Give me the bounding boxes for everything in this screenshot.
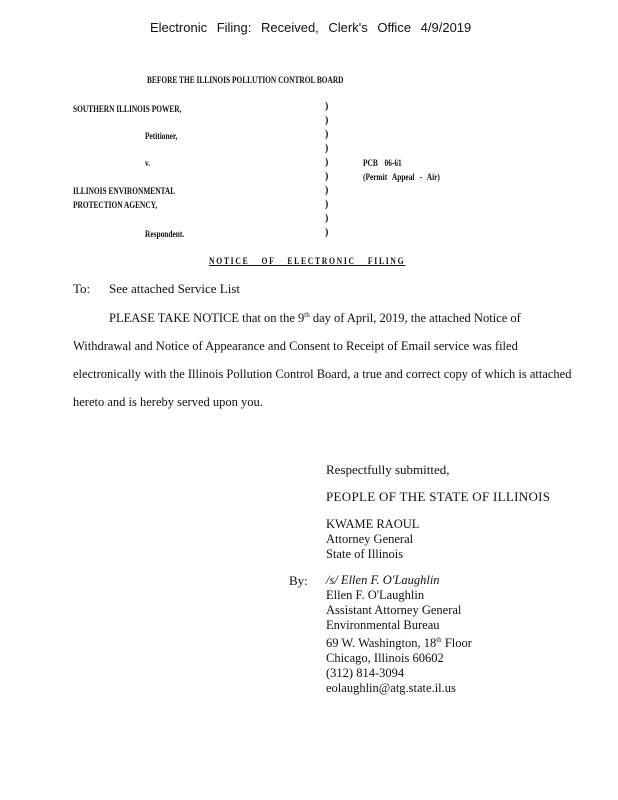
by-label: By:: [289, 573, 308, 588]
notice-title: NOTICE OF ELECTRONIC FILING: [209, 256, 406, 266]
petitioner-name: SOUTHERN ILLINOIS POWER,: [73, 104, 182, 114]
caption-paren: ): [325, 129, 329, 140]
ag-title: Attorney General: [326, 532, 414, 546]
signer-name: Ellen F. O'Laughlin: [326, 588, 425, 602]
caption-paren: ): [325, 157, 329, 168]
notice-body-rest: day of April, 2019, the attached Notice of Withdrawal and Notice of Appearance and Consent to Receipt of Email service was filed electronically with the Illinois Pollution Control Board, a true and correct copy of which is attached hereto and is hereby served upon you.: [73, 311, 572, 410]
ag-name: KWAME RAOUL: [326, 517, 420, 531]
petitioner-role: Petitioner,: [145, 131, 178, 141]
signer-bureau: Environmental Bureau: [326, 618, 440, 632]
notice-body-lead: PLEASE TAKE NOTICE that on the 9: [109, 311, 305, 326]
signer-email: eolaughlin@atg.state.il.us: [326, 681, 456, 696]
board-title: BEFORE THE ILLINOIS POLLUTION CONTROL BOARD: [147, 75, 344, 85]
notice-body-sup: th: [304, 311, 310, 319]
versus-label: v.: [145, 158, 151, 168]
caption-paren: ): [325, 227, 329, 238]
caption-paren: ): [325, 199, 329, 210]
respondent-name-line1: ILLINOIS ENVIRONMENTAL: [73, 186, 176, 196]
case-number: PCB 06-61: [363, 158, 402, 168]
respondent-name-line2: PROTECTION AGENCY,: [73, 200, 158, 210]
party-name: PEOPLE OF THE STATE OF ILLINOIS: [326, 489, 551, 504]
to-label: To:: [73, 281, 91, 296]
signer-title: Assistant Attorney General: [326, 603, 462, 617]
caption-paren: ): [325, 101, 329, 112]
caption-paren: ): [325, 115, 329, 126]
caption-paren: ): [325, 143, 329, 154]
closing: Respectfully submitted,: [326, 462, 450, 477]
signer-phone: (312) 814-3094: [326, 666, 405, 681]
respondent-role: Respondent.: [145, 229, 185, 239]
ag-state: State of Illinois: [326, 547, 404, 561]
signer-city: Chicago, Illinois 60602: [326, 651, 444, 666]
address-sup: th: [436, 636, 442, 644]
caption-paren: ): [325, 185, 329, 196]
filing-stamp: Electronic Filing: Received, Clerk's Office 4/9/2019: [150, 20, 472, 35]
caption-paren: ): [325, 213, 329, 224]
electronic-signature: /s/ Ellen F. O'Laughlin: [326, 573, 440, 587]
signer-block: [326, 573, 472, 696]
address-street: 69 W. Washington, 18: [326, 636, 437, 651]
notice-body: [73, 301, 573, 416]
ag-block: [326, 517, 419, 562]
address-floor: Floor: [441, 636, 472, 651]
case-type: (Permit Appeal - Air): [363, 172, 440, 182]
to-value: See attached Service List: [109, 281, 241, 296]
caption-paren: ): [325, 171, 329, 182]
signer-address: [326, 633, 472, 651]
